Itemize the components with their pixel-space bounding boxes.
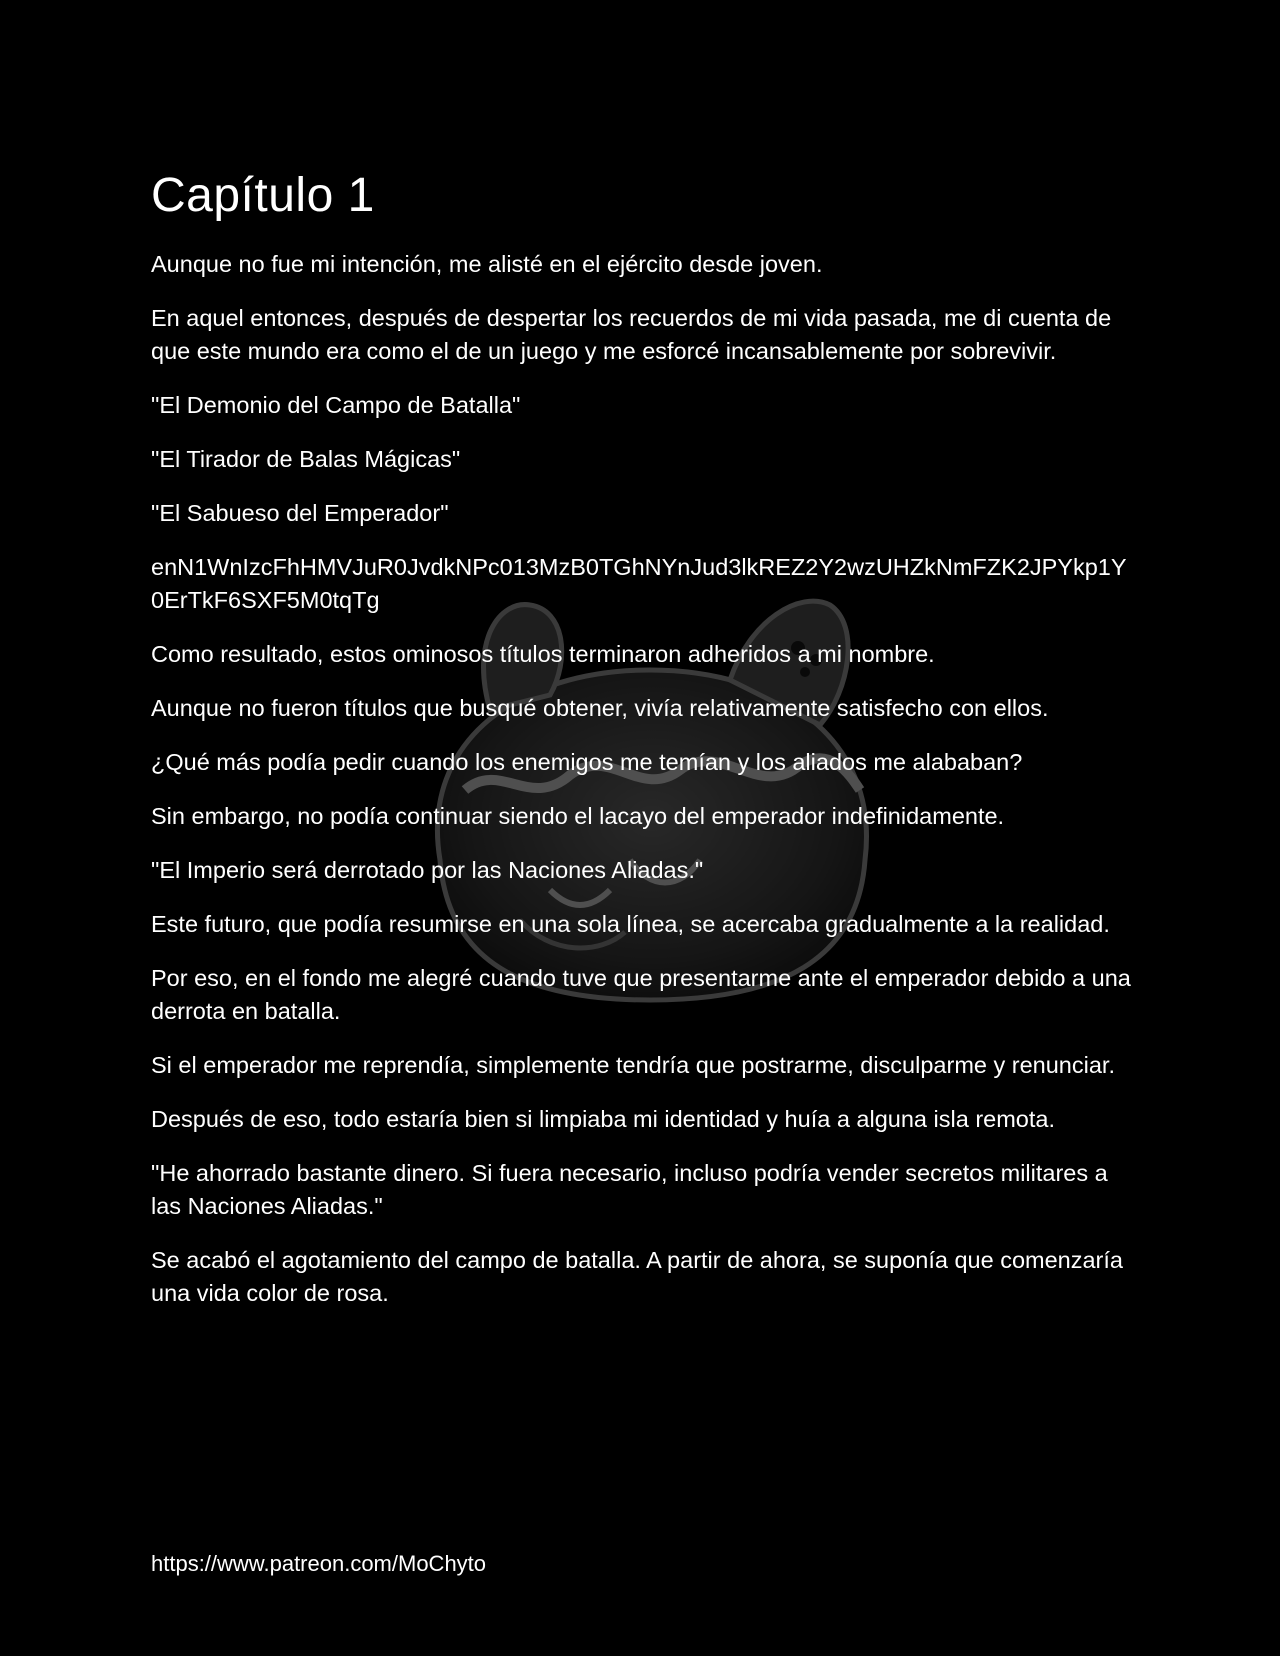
paragraph: Aunque no fue mi intención, me alisté en el ejército desde joven. (151, 251, 823, 277)
encoded-string: enN1WnIzcFhHMVJuR0JvdkNPc013MzB0TGhNYnJud3lkREZ2Y2wzUHZkNmFZK2JPYkp1Y0ErTkF6SXF5M0tqTg (151, 554, 1127, 613)
paragraph: "El Tirador de Balas Mágicas" (151, 446, 461, 472)
paragraph: Se acabó el agotamiento del campo de batalla. A partir de ahora, se suponía que comenzaría una vida color de rosa. (151, 1247, 1123, 1306)
paragraph: "El Demonio del Campo de Batalla" (151, 392, 521, 418)
chapter-content (151, 168, 1136, 1331)
paragraph: "El Imperio será derrotado por las Naciones Aliadas." (151, 857, 704, 883)
paragraph: Este futuro, que podía resumirse en una sola línea, se acercaba gradualmente a la realidad. (151, 911, 1110, 937)
paragraph: Después de eso, todo estaría bien si limpiaba mi identidad y huía a alguna isla remota. (151, 1106, 1055, 1132)
paragraph: "He ahorrado bastante dinero. Si fuera necesario, incluso podría vender secretos militares a las Naciones Aliadas." (151, 1160, 1108, 1219)
paragraph: Por eso, en el fondo me alegré cuando tuve que presentarme ante el emperador debido a una derrota en batalla. (151, 965, 1131, 1024)
paragraph: En aquel entonces, después de despertar los recuerdos de mi vida pasada, me di cuenta de que este mundo era como el de un juego y me esforcé incansablemente por sobrevivir. (151, 305, 1112, 364)
paragraph: Si el emperador me reprendía, simplemente tendría que postrarme, disculparme y renunciar. (151, 1052, 1115, 1078)
paragraph: "El Sabueso del Emperador" (151, 500, 449, 526)
paragraph: Sin embargo, no podía continuar siendo el lacayo del emperador indefinidamente. (151, 803, 1005, 829)
chapter-title: Capítulo 1 (151, 169, 375, 222)
paragraph: Aunque no fueron títulos que busqué obtener, vivía relativamente satisfecho con ellos. (151, 695, 1049, 721)
paragraph: Como resultado, estos ominosos títulos terminaron adheridos a mi nombre. (151, 641, 935, 667)
patreon-link[interactable]: https://www.patreon.com/MoChyto (151, 1551, 487, 1576)
paragraph: ¿Qué más podía pedir cuando los enemigos me temían y los aliados me alababan? (151, 749, 1023, 775)
